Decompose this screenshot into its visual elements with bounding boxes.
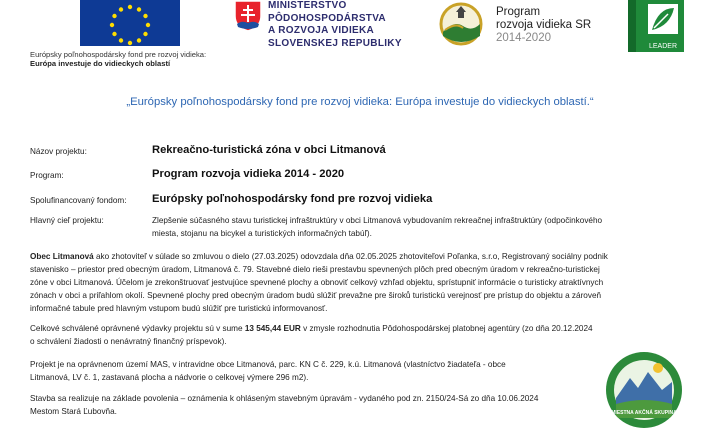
- project-name-label: Názov projektu:: [30, 147, 87, 156]
- fund-value: Európsky poľnohospodársky fond pre rozvoj vidieka: [152, 193, 433, 205]
- leader-logo: [628, 0, 684, 52]
- rural-development-program-logo: [436, 2, 486, 46]
- local-action-group-logo: [606, 352, 682, 428]
- eu-quote: „Európsky poľnohospodársky fond pre rozvoj vidieka: Európa investuje do vidieckych oblastí.“: [126, 96, 594, 108]
- paragraph-permit: Stavba sa realizuje na základe povolenia – oznámenia k ohláseným stavebným úpravám - vydaného pod zn. 2150/24-Sá zo dňa 10.06.2024 Mestom Stará Ľubovňa.: [30, 394, 539, 416]
- mas-logo-label: MIESTNA AKČNÁ SKUPINA: [611, 410, 677, 416]
- paragraph-location: Projekt je na oprávnenom území MAS, v intravidne obce Litmanová, parc. KN C č. 229, k.ú. Litmanová (vlastníctvo žiadateľa - obce Litmanová, LV č. 1, zastavaná plocha a nádvorie o celkovej výmere 296 m2).: [30, 360, 506, 382]
- eu-flag-logo: [80, 0, 180, 46]
- slovak-coat-of-arms-icon: [234, 0, 262, 32]
- goal-value: Zlepšenie súčasného stavu turistickej infraštruktúry v obci Litmanová vybudovaním rekreačnej infraštruktúry (odpočinkového miesta, stojanu na bicykel a turistických informačných tabúľ).: [152, 216, 603, 238]
- project-name-value: Rekreačno-turistická zóna v obci Litmanová: [152, 144, 386, 156]
- program-value: Program rozvoja vidieka 2014 - 2020: [152, 168, 345, 180]
- paragraph-expenses: Celkové schválené oprávnené výdavky projektu sú v sume 13 545,44 EUR v zmysle rozhodnutia Pôdohospodárskej platobnej agentúry (zo dňa 20.12.2024 o schválení žiadosti o nenávratný finančný príspevok).: [30, 324, 593, 346]
- ministry-logo-text: MINISTERSTVO PÔDOHOSPODÁRSTVA A ROZVOJA VIDIEKA SLOVENSKEJ REPUBLIKY: [268, 0, 402, 49]
- program-label: Program:: [30, 171, 64, 180]
- fund-label: Spolufinancovaný fondom:: [30, 196, 127, 205]
- leader-logo-side: [628, 0, 636, 52]
- eu-caption: Európsky poľnohospodársky fond pre rozvoj vidieka: Európa investuje do vidieckych oblastí: [30, 50, 207, 68]
- leader-label: LEADER: [648, 43, 678, 50]
- paragraph-handover: Obec Litmanová ako zhotoviteľ v súlade so zmluvou o dielo (27.03.2025) odovzdala dňa 02.05.2025 zhotoviteľovi Poľanka, s.r.o, Registrovaný sociálny podnik stavenisko – priestor pred obecným úradom, Litmanová č. 79. Stavebné dielo rieši prestavbu spevnených plôch pred obecným úradom v rekreačno-turistickej zóne v obci Litmanová. Účelom je zrekonštruovať jestvujúce spevnené plochy a obnoviť celkový vzhľad objektu, sprístupniť informácie o turisticky atraktívnych zónach v obci a priľahlom okolí. Spevnené plochy pred obecným úradom budú slúžiť prevažne pre široků turistickú verejnosť pre prístup do objektu a zároveň informačné tabule pred hlavným vstupom budú slúžiť pre turistickú informovanosť.: [30, 252, 608, 313]
- rural-development-program-text: Program rozvoja vidieka SR 2014-2020: [496, 6, 592, 44]
- goal-label: Hlavný cieľ projektu:: [30, 216, 104, 225]
